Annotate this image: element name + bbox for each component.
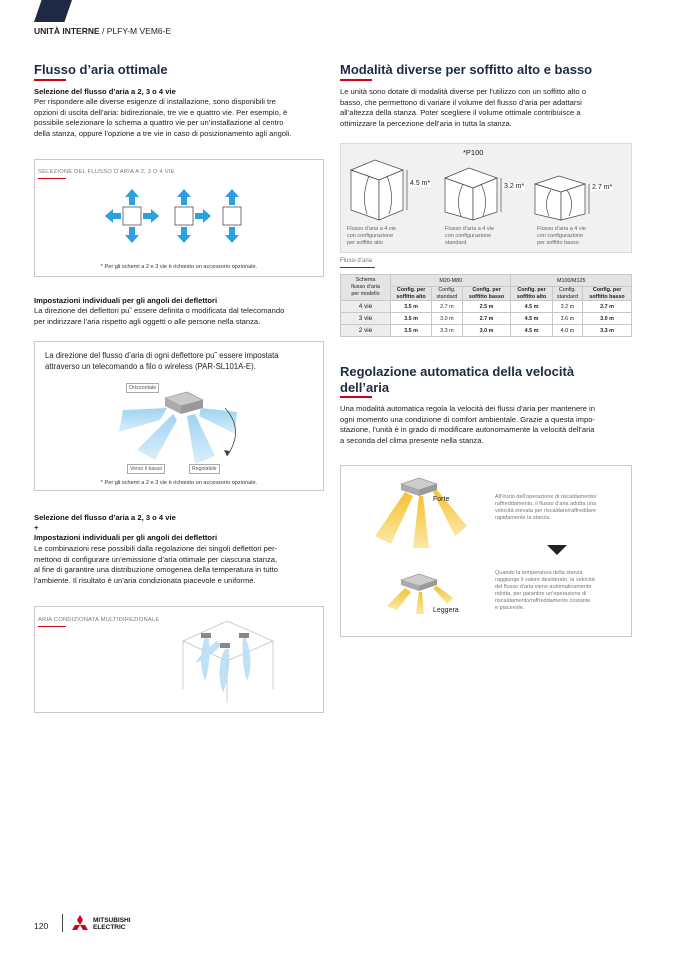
box3-label: ARIA CONDIZIONATA MULTIDIREZIONALE [38, 617, 160, 623]
auto-speed-box [340, 465, 632, 637]
height-standard: 3.2 m* [504, 183, 525, 190]
group-m20-m80: M20-M80 [391, 275, 511, 287]
table-row: 2 vie 3.5 m 3.3 m 3.0 m 4.5 m 4.0 m 3.3 m [341, 325, 632, 337]
page-number: 120 [34, 921, 49, 931]
ceiling-modes-panel [340, 143, 632, 253]
desc-strong: All’inizio dell’operazione di riscaldamento/ raffreddamento, il flusso d’aria adotta una velocità elevata per riscaldare/raffreddare rapidamente la stanza. [495, 494, 597, 521]
corner-tab [34, 0, 72, 22]
three-way-unit [175, 207, 193, 225]
height-high: 4.5 m* [410, 180, 431, 187]
speed-illustration [361, 474, 481, 632]
right-title: Modalità diverse per soffitto alto e basso [340, 62, 593, 77]
header-breadcrumb: UNITÀ INTERNE / PLFY-M VEM6-E [34, 26, 172, 36]
s3-subtitle-2: Impostazioni individuali per gli angoli dei deflettori [34, 533, 218, 542]
left-title: Flusso d’aria ottimale [34, 62, 168, 77]
caption-low: Flusso d’aria a 4 vie con configurazione per soffitto basso [537, 226, 586, 246]
arrow-left [105, 209, 121, 223]
four-way-unit [123, 207, 141, 225]
label-light: Leggera [433, 607, 459, 614]
box1-label: SELEZIONE DEL FLUSSO D’ARIA A 2, 3 O 4 VIE [38, 169, 175, 175]
airflow-selection-box [34, 159, 324, 277]
table-label: Flussi d’aria [340, 258, 373, 264]
deflector-illustration [115, 390, 245, 468]
s1-paragraph: Per rispondere alle diverse esigenze di installazione, sono disponibili tre opzioni di uscita dell’aria: bidirezionale, tre vie e quattro vie. Per esempio, è possibile selezionare lo schema a quattro vie per un’installazione al centro della stanza, oppure l’opzione a tre vie in caso di posizionamento agli angoli. [34, 97, 292, 138]
deflector-settings-box [34, 341, 324, 491]
s1-subtitle: Selezione del flusso d’aria a 2, 3 o 4 vie [34, 87, 176, 96]
right-paragraph: Le unità sono dotate di modalità diverse per l’utilizzo con un soffitto alto o basso, che permettono di variare il volume del flusso d’aria per adattarsi all’altezza della stanza. Poter scegliere il volume ottimale contribuisce a ottimizzare la percezione dell’aria in tutta la stanza. [340, 87, 586, 128]
table-corner: Schema flusso d’aria per modello [341, 275, 391, 301]
s3-plus: + [34, 523, 39, 532]
caption-high: Flusso d’aria a 4 vie con configurazione per soffitto alto [347, 226, 396, 246]
title-underline [34, 79, 66, 81]
table-row: 4 vie 3.5 m 2.7 m 2.5 m 4.5 m 3.2 m 2.7 m [341, 301, 632, 313]
box2-text: La direzione del flusso d’aria di ogni deflettore pu˜ essere impostata attraverso un telecomando a filo o wireless (PAR-SL101A-E). [45, 351, 279, 371]
caption-standard: Flusso d’aria a 4 vie con configurazione standard [445, 226, 494, 246]
header-model: PLFY-M VEM6-E [106, 26, 172, 36]
arrow-down [125, 227, 139, 243]
s2-subtitle: Impostazioni individuali per gli angoli dei deflettori [34, 296, 218, 305]
arrow-up [125, 189, 139, 205]
right-title-2: Regolazione automatica della velocità dell’aria [340, 364, 575, 395]
s3-paragraph: Le combinazioni rese possibili dalla regolazione dei singoli deflettori per- mettono di configurare un’emissione d’aria ottimale per ciascuna stanza, al fine di garantire una distribuzione omogenea della temperatura in tutto l’ambiente. Il risultato è un’aria condizionata piacevole e uniforme. [34, 544, 278, 585]
box2-note: * Per gli schemi a 2 e 3 vie è richiesto un accessorio opzionale. [100, 480, 258, 486]
airflow-patterns-illustration [105, 185, 255, 250]
label-strong: Forte [433, 496, 450, 503]
down-triangle-icon [547, 545, 567, 555]
ceiling-height-illustrations [345, 156, 629, 228]
s3-subtitle-1: Selezione del flusso d’aria a 2, 3 o 4 vie [34, 513, 176, 522]
desc-light: Quando la temperatura della stanza raggiunge il valore desiderato, la velocità del flusso d’aria viene automaticamente ridotta, per garantire un’operazione di riscaldamento/raffreddamento costante e piacevole. [495, 570, 595, 611]
right-paragraph-2: Una modalità automatica regola la velocità dei flussi d’aria per mantenere in ogni momento una condizione di comfort ambientale. Grazie a questa impo- stazione, l’unità è in grado di modificare autonomamente la velocità dell’aria a seconda del clima presente nella stanza. [340, 404, 595, 445]
multidirectional-box [34, 606, 324, 713]
table-row: 3 vie 3.5 m 3.0 m 2.7 m 4.5 m 3.6 m 3.0 m [341, 313, 632, 325]
box1-note: * Per gli schemi a 2 e 3 vie è richiesto un accessorio opzionale. [100, 264, 258, 270]
brand-wordmark: MITSUBISHI ELECTRIC [93, 917, 131, 931]
arrow-right [143, 209, 159, 223]
height-low: 2.7 m* [592, 184, 613, 191]
header-brand: UNITÀ INTERNE [34, 26, 100, 36]
tag-downward: Verso il basso [127, 464, 165, 474]
group-m100-m125: M100/M125 [511, 275, 632, 287]
p100-label: *P100 [463, 148, 484, 157]
tag-horizontal: Orizzontale [126, 383, 159, 393]
footer-separator [62, 914, 63, 932]
airflow-table: Schema flusso d’aria per modello M20-M80 M100/M125 Config. per soffitto alto Config. standard Config. per soffitto basso Config. per soffitto alto Config. standard Config. per soffitto basso 4 vie 3.5 m 2.7 m 2.5 m 4.5 m 3.2 m 2.7 m 3 vie 3.5 m 3.0 m 2.7 m 4.5 m 3.6 m 3.0 m 2 vie 3.5 m 3.3 m 3.0 m 4.5 m 4.0 m 3.3 m [340, 274, 632, 337]
s2-paragraph: La direzione dei deflettori pu˜ essere definita o modificata dal telecomando per indirizzare l’aria rispetto agli oggetti o alle persone nella stanza. [34, 306, 285, 326]
mitsubishi-logo-icon [70, 915, 90, 932]
room-airflow-illustration [175, 619, 280, 704]
tag-adjustable: Regolabile [189, 464, 220, 474]
two-way-unit [223, 207, 241, 225]
